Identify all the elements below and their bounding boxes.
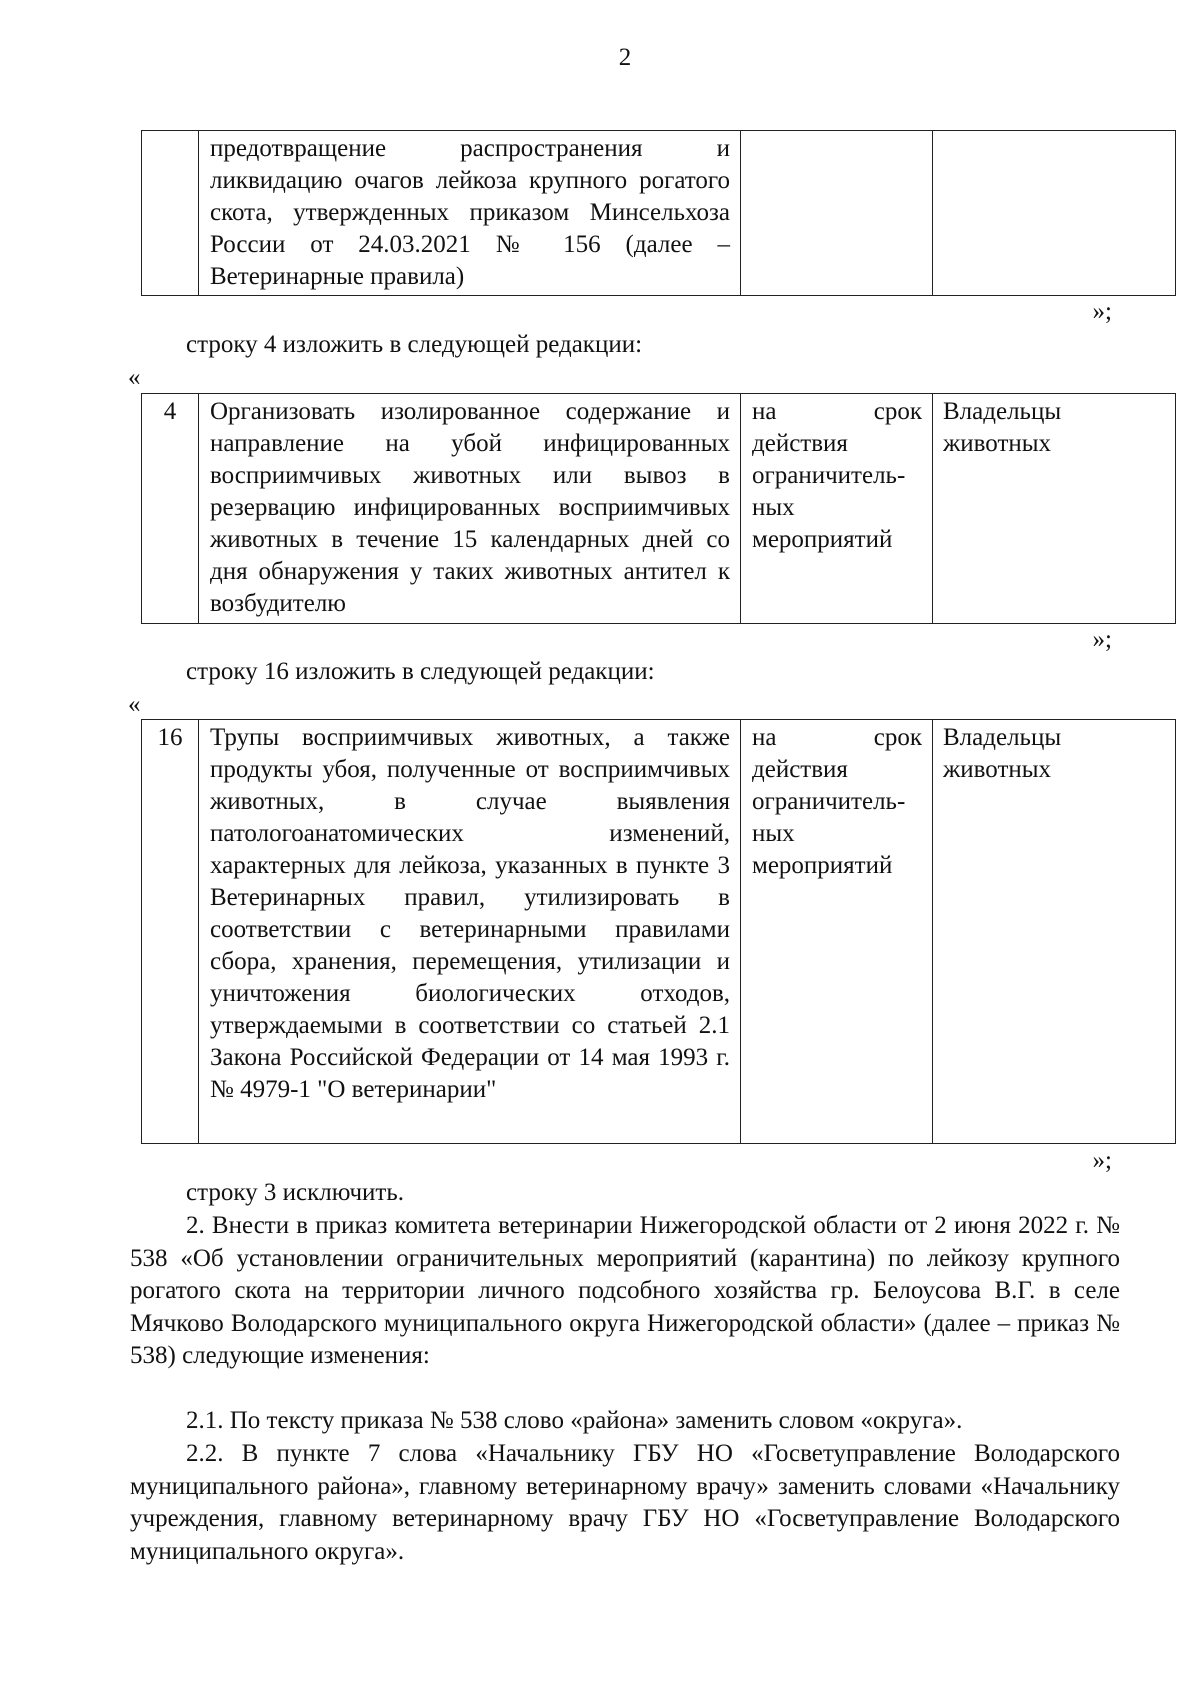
table-row-16 <box>141 719 1176 1144</box>
paragraph-item-2-2: 2.2. В пункте 7 слова «Начальнику ГБУ НО «Госветуправление Володарского муниципального района», главному ветеринарному врачу» заменить словами «Начальнику учреждения, главному ветеринарному врачу ГБУ НО «Госветуправление Володарского муниципального округа». <box>130 1440 1120 1565</box>
cell-term: на срок действия ограничительных мероприятий <box>741 394 933 624</box>
table-row <box>142 131 1176 296</box>
table-row-continuation <box>141 130 1176 296</box>
table-row <box>142 720 1176 1144</box>
cell-responsible <box>933 131 1176 296</box>
paragraph-item-2: 2. Внести в приказ комитета ветеринарии Нижегородской области от 2 июня 2022 г. № 538 «Об установлении ограничительных мероприятий (карантина) по лейкозу крупного рогатого скота на территории личного подсобного хозяйства гр. Белоусова В.Г. в селе Мячково Володарского муниципального округа Нижегородской области» (далее – приказ № 538) следующие изменения: <box>130 1212 1120 1369</box>
cell-measure: предотвращение распространения и ликвидацию очагов лейкоза крупного рогатого скота, утвержденных приказом Минсельхоза России от 24.03.2021 № 156 (далее – Ветеринарные правила) <box>199 131 741 296</box>
table-row-4 <box>141 393 1176 624</box>
cell-responsible: Владельцы животных <box>933 720 1176 1144</box>
cell-number: 16 <box>142 720 199 1144</box>
opening-quote: « <box>128 364 141 391</box>
paragraph-row4: строку 4 изложить в следующей редакции: <box>186 331 643 358</box>
paragraph-row3: строку 3 исключить. <box>186 1179 404 1206</box>
paragraph-item-2-1: 2.1. По тексту приказа № 538 слово «района» заменить словом «округа». <box>186 1407 963 1434</box>
cell-measure: Трупы восприимчивых животных, а также продукты убоя, полученные от восприимчивых животных, в случае выявления патологоанатомических изменений, характерных для лейкоза, указанных в пункте 3 Ветеринарных правил, утилизировать в соответствии с ветеринарными правилами сбора, хранения, перемещения, утилизации и уничтожения биологических отходов, утверждаемыми в соответствии со статьей 2.1 Закона Российской Федерации от 14 мая 1993 г. № 4979-1 "О ветеринарии" <box>199 720 741 1144</box>
cell-term <box>741 131 933 296</box>
closing-quote: »; <box>1092 626 1112 653</box>
closing-quote: »; <box>1092 298 1112 325</box>
cell-measure: Организовать изолированное содержание и направление на убой инфицированных восприимчивых животных или вывоз в резервацию инфицированных восприимчивых животных в течение 15 календарных дней со дня обнаружения у таких животных антител к возбудителю <box>199 394 741 624</box>
page-number: 2 <box>618 44 632 71</box>
cell-responsible: Владельцы животных <box>933 394 1176 624</box>
cell-number <box>142 131 199 296</box>
table-row <box>142 394 1176 624</box>
paragraph-row16: строку 16 изложить в следующей редакции: <box>186 658 655 685</box>
cell-term: на срок действия ограничительных мероприятий <box>741 720 933 1144</box>
cell-number: 4 <box>142 394 199 624</box>
opening-quote: « <box>128 691 141 718</box>
closing-quote: »; <box>1092 1147 1112 1174</box>
